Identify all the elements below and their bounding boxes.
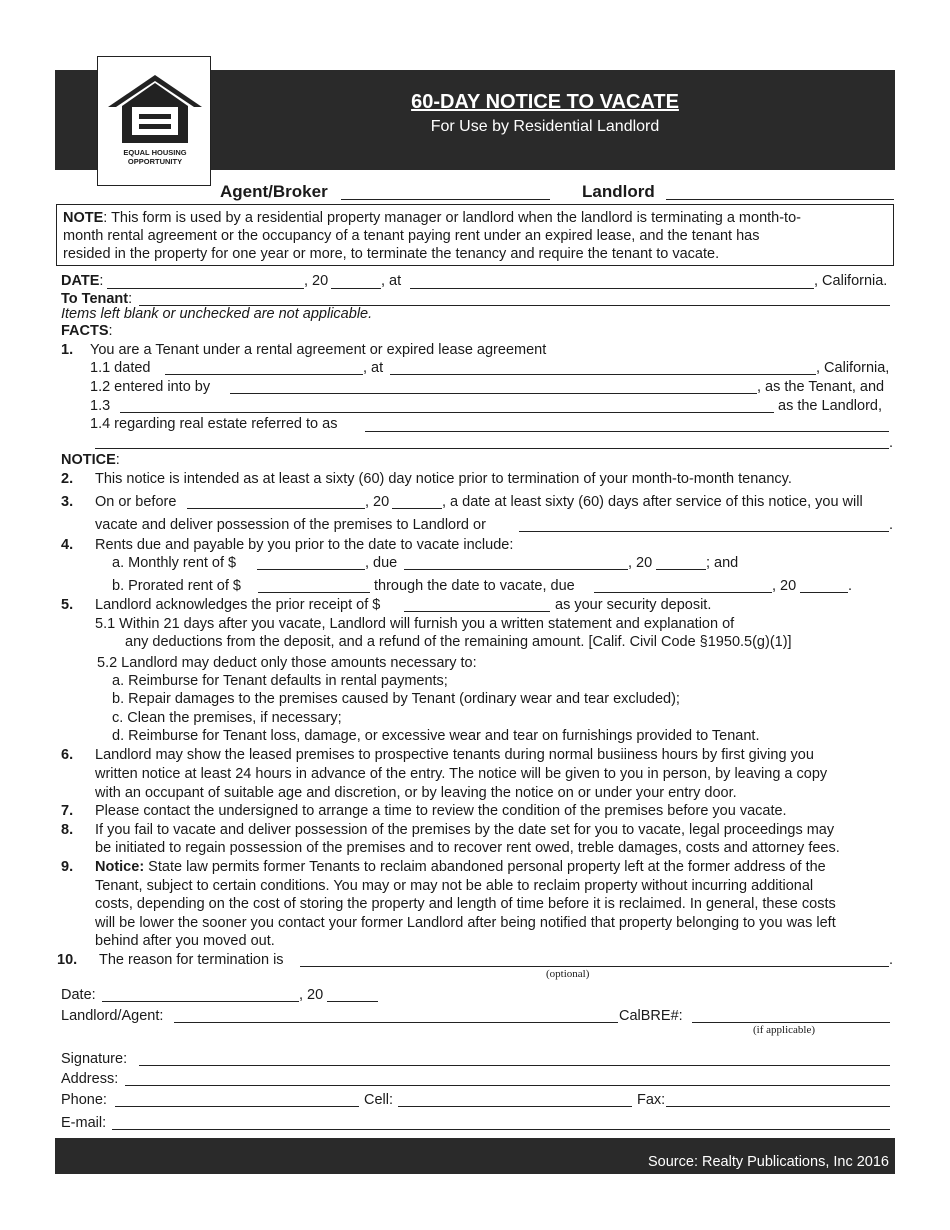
notice-5-2-c: c. Clean the premises, if necessary; (112, 710, 342, 726)
facts-heading: FACTS: (61, 323, 113, 339)
prorated-rent-field[interactable] (258, 592, 370, 593)
sig-year-field[interactable] (327, 1001, 378, 1002)
house-icon (98, 69, 212, 149)
fax-label: Fax: (637, 1092, 666, 1108)
facts-1-1-label: 1.1 dated (90, 360, 151, 376)
date-at-label: , at (381, 273, 402, 289)
notice-4b-mid: through the date to vacate, due (374, 578, 575, 594)
notice-4b-year: , 20 (772, 578, 797, 594)
signature-field[interactable] (139, 1065, 890, 1066)
notice-10-text: The reason for termination is (99, 952, 284, 968)
notice-3-number: 3. (61, 494, 74, 510)
if-applicable-caption: (if applicable) (753, 1024, 815, 1036)
notice-3-year-field[interactable] (392, 508, 442, 509)
notice-8-line-a: If you fail to vacate and deliver possession of the premises by the date set for you to vacate, legal proceedings may (95, 822, 835, 838)
notice-9-number: 9. (61, 859, 74, 875)
note-line-2: month rental agreement or the occupancy of a tenant paying rent under an expired lease, and the tenant has (63, 228, 760, 244)
optional-caption: (optional) (546, 968, 590, 980)
notice-4-number: 4. (61, 537, 74, 553)
monthly-rent-field[interactable] (257, 569, 365, 570)
notice-5-2-a: a. Reimburse for Tenant defaults in rental payments; (112, 673, 448, 689)
notice-4a-label: a. Monthly rent of $ (112, 555, 237, 571)
phone-field[interactable] (115, 1106, 359, 1107)
facts-1-2-end: , as the Tenant, and (757, 379, 885, 395)
facts-1-4-property-field[interactable] (365, 431, 889, 432)
facts-item-1-number: 1. (61, 342, 74, 358)
note-line-1: : This form is used by a residential property manager or landlord when the landlord is terminating a month-to- (103, 210, 801, 226)
notice-7-text: Please contact the undersigned to arrange a time to review the condition of the premises before you vacate. (95, 803, 787, 819)
notice-6-line-a: Landlord may show the leased premises to prospective tenants during normal busiiness hours by first giving you (95, 747, 814, 763)
page-subtitle: For Use by Residential Landlord (430, 118, 660, 135)
agent-broker-label: Agent/Broker (220, 182, 328, 201)
facts-1-2-label: 1.2 entered into by (90, 379, 211, 395)
note-line-3: resided in the property for one year or more, to terminate the tenancy and require the tenant to vacate. (63, 246, 720, 262)
notice-6-line-b: written notice at least 24 hours in advance of the entry. The notice will be given to you in person, by leaving a copy (95, 766, 828, 782)
notice-3-text-c: , a date at least sixty (60) days after service of this notice, you will (442, 494, 863, 510)
facts-1-3-end: as the Landlord, (778, 398, 882, 414)
email-field[interactable] (112, 1129, 890, 1130)
notice-3-text-b: , 20 (365, 494, 390, 510)
notice-3-text-a: On or before (95, 494, 177, 510)
sig-date-year: , 20 (299, 987, 324, 1003)
landlord-agent-label: Landlord/Agent: (61, 1008, 164, 1024)
facts-1-1-state: , California, (816, 360, 890, 376)
facts-1-3-label: 1.3 (90, 398, 111, 414)
notice-5-end: as your security deposit. (555, 597, 712, 613)
note-box (56, 204, 894, 266)
cell-field[interactable] (398, 1106, 632, 1107)
notice-8-line-b: be initiated to regain possession of the premises and to recover rent owed, treble damages, costs and attorney fees. (95, 840, 840, 856)
notice-4-text: Rents due and payable by you prior to the date to vacate include: (95, 537, 514, 553)
date-year-field[interactable] (331, 288, 381, 289)
notice-3-text-d: vacate and deliver possession of the premises to Landlord or (95, 517, 486, 533)
notice-5-text: Landlord acknowledges the prior receipt of $ (95, 597, 381, 613)
termination-reason-field[interactable] (300, 966, 889, 967)
to-tenant-row: To Tenant: (61, 291, 133, 307)
landlord-field[interactable] (666, 199, 894, 200)
notice-9-line-a: Notice: State law permits former Tenants to reclaim abandoned personal property left at the former address of the (95, 859, 826, 875)
facts-1-4-label: 1.4 regarding real estate referred to as (90, 416, 338, 432)
note-label: NOTE (63, 210, 104, 226)
landlord-agent-field[interactable] (174, 1022, 618, 1023)
footer-bar (55, 1138, 895, 1174)
date-state-label: , California. (814, 273, 888, 289)
facts-1-4-period: . (889, 435, 894, 451)
date-field[interactable] (107, 288, 304, 289)
phone-label: Phone: (61, 1092, 107, 1108)
date-year-label: , 20 (304, 273, 329, 289)
notice-3-date-field[interactable] (187, 508, 365, 509)
address-field[interactable] (125, 1085, 890, 1086)
notice-2-text: This notice is intended as at least a sixty (60) day notice prior to termination of your month-to-month tenancy. (95, 471, 792, 487)
agent-broker-field[interactable] (341, 199, 550, 200)
notice-heading: NOTICE: (61, 452, 120, 468)
calbre-label: CalBRE#: (619, 1008, 683, 1024)
page-title: 60-DAY NOTICE TO VACATE (411, 91, 679, 113)
notice-8-number: 8. (61, 822, 74, 838)
facts-item-1-text: You are a Tenant under a rental agreement or expired lease agreement (90, 342, 547, 358)
prorated-rent-year-field[interactable] (800, 592, 848, 593)
notice-3-agent-field[interactable] (519, 531, 889, 532)
facts-1-1-at: , at (363, 360, 384, 376)
cell-label: Cell: (364, 1092, 394, 1108)
notice-5-number: 5. (61, 597, 74, 613)
notice-9-line-e: behind after you moved out. (95, 933, 275, 949)
sig-date-label: Date: (61, 987, 96, 1003)
notice-5-2-d: d. Reimburse for Tenant loss, damage, or excessive wear and tear on furnishings provided to Tenant. (112, 728, 760, 744)
notice-5-2: 5.2 Landlord may deduct only those amounts necessary to: (97, 655, 477, 671)
notice-4b-label: b. Prorated rent of $ (112, 578, 241, 594)
facts-1-1-date-field[interactable] (165, 374, 363, 375)
prorated-rent-due-field[interactable] (594, 592, 772, 593)
logo-text-line1: EQUAL HOUSING (123, 148, 187, 157)
facts-1-4-property-field-2[interactable] (95, 448, 889, 449)
equal-housing-logo (97, 56, 211, 186)
address-label: Address: (61, 1071, 119, 1087)
notice-5-1-line-a: 5.1 Within 21 days after you vacate, Landlord will furnish you a written statement and explanation of (95, 616, 735, 632)
notice-4a-year: , 20 (628, 555, 653, 571)
notice-10-period: . (889, 952, 894, 968)
notice-4a-end: ; and (706, 555, 739, 571)
logo-text-line2: OPPORTUNITY (127, 157, 183, 166)
date-location-field[interactable] (410, 288, 814, 289)
notice-7-number: 7. (61, 803, 74, 819)
notice-10-number: 10. (57, 952, 78, 968)
date-row: DATE: (61, 273, 104, 289)
footer-source: Source: Realty Publications, Inc 2016 (648, 1154, 889, 1170)
email-label: E-mail: (61, 1115, 107, 1131)
notice-4b-end: . (848, 578, 853, 594)
notice-9-line-d: will be lower the sooner you contact your former Landlord after being notified that property belonging to you was left (95, 915, 836, 931)
security-deposit-field[interactable] (404, 611, 550, 612)
calbre-field[interactable] (692, 1022, 890, 1023)
notice-2-number: 2. (61, 471, 74, 487)
notice-5-2-b: b. Repair damages to the premises caused by Tenant (ordinary wear and tear excluded); (112, 691, 680, 707)
notice-9-line-c: costs, depending on the cost of storing the property and length of time before it is reclaimed. In general, these costs (95, 896, 836, 912)
facts-1-3-landlord-field[interactable] (120, 412, 774, 413)
notice-3-period: . (889, 517, 894, 533)
notice-6-number: 6. (61, 747, 74, 763)
signature-label: Signature: (61, 1051, 128, 1067)
notice-9-line-b: Tenant, subject to certain conditions. You may or may not be able to reclaim property without incurring additional (95, 878, 814, 894)
date-label: DATE (61, 273, 100, 289)
monthly-rent-year-field[interactable] (656, 569, 706, 570)
facts-1-1-location-field[interactable] (390, 374, 816, 375)
notice-6-line-c: with an occupant of suitable age and discretion, or by leaving the notice on or under your entry door. (95, 785, 737, 801)
fax-field[interactable] (666, 1106, 890, 1107)
sig-date-field[interactable] (102, 1001, 299, 1002)
notice-5-1-line-b: any deductions from the deposit, and a refund of the remaining amount. [Calif. Civil Code §1950.5(g)(1)] (125, 634, 792, 650)
landlord-label: Landlord (582, 182, 655, 201)
to-tenant-label: To Tenant (61, 291, 129, 307)
monthly-rent-due-field[interactable] (404, 569, 628, 570)
notice-4a-due: , due (365, 555, 398, 571)
blank-note: Items left blank or unchecked are not applicable. (61, 306, 373, 322)
facts-1-2-tenant-field[interactable] (230, 393, 757, 394)
